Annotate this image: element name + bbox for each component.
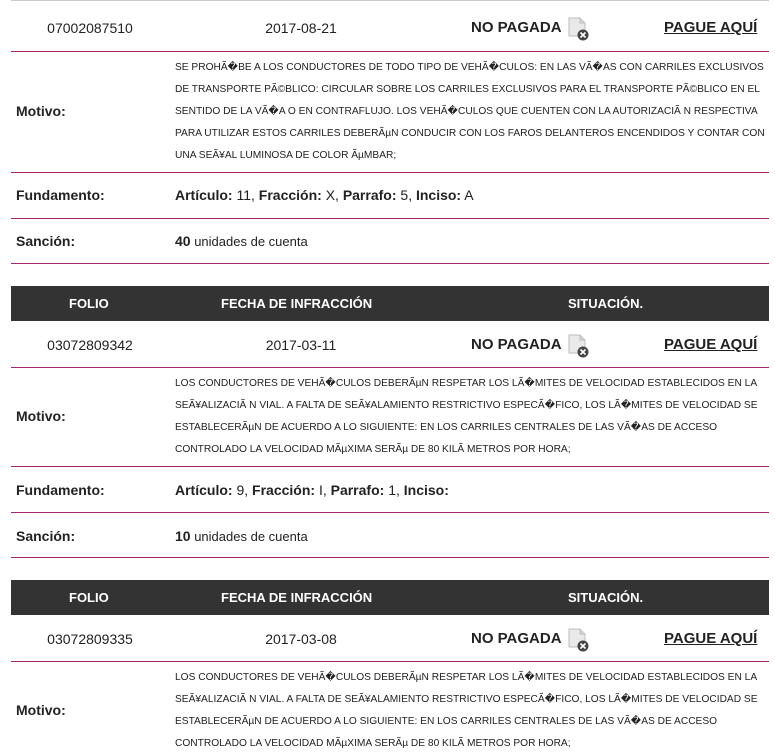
- right-edge: [769, 0, 775, 755]
- folio-value: 03072809335: [47, 631, 133, 647]
- infraction-summary-row: [11, 615, 775, 662]
- row-divider: [11, 172, 775, 173]
- articulo-value: 11: [236, 187, 251, 203]
- inciso-label: Inciso:: [415, 187, 462, 203]
- sancion-value: [175, 528, 308, 544]
- header-folio: FOLIO: [69, 296, 109, 311]
- sancion-value: [175, 233, 308, 249]
- row-divider: [11, 661, 775, 662]
- folio-value: 03072809342: [47, 337, 133, 353]
- document-cancel-icon: [568, 334, 590, 358]
- row-divider: [11, 218, 775, 219]
- motivo-text: LOS CONDUCTORES DE VEHÃ�CULOS DEBERÃµN RESPETAR LOS LÃ�MITES DE VELOCIDAD ESTABLECIDOS EN LA SEÃ¥ALIZACIÃ N VIAL. A FALTA DE SEÃ¥ALAMIENTO RESTRICTIVO ESPECÃ�FICO, LOS LÃ�MITES DE VELOCIDAD SE ESTABLECERÃµN DE ACUERDO A LO SIGUIENTE: EN LOS CARRILES CENTRALES DE LAS VÃ�AS DE ACCESO CONTROLADO LA VELOCIDAD MÃµXIMA SERÃµ DE 80 KILÃ METROS POR HORA;: [175, 672, 758, 749]
- row-divider: [11, 367, 775, 368]
- table-header: [11, 286, 771, 321]
- fraccion-value: I: [318, 482, 323, 498]
- row-divider: [11, 512, 775, 513]
- infraction-summary-row: [11, 0, 775, 51]
- parrafo-value: 5: [400, 187, 409, 203]
- fraccion-label: Fracción:: [252, 482, 316, 498]
- parrafo-label: Parrafo:: [342, 187, 397, 203]
- row-divider: [11, 557, 775, 558]
- infraction-date: 2017-03-08: [265, 631, 337, 647]
- row-divider: [11, 263, 775, 264]
- row-divider: [11, 466, 775, 467]
- header-fecha: FECHA DE INFRACCIÓN: [221, 296, 373, 311]
- pay-here-link[interactable]: PAGUE AQUÍ: [664, 336, 758, 353]
- fraccion-label: Fracción:: [258, 187, 322, 203]
- header-fecha: FECHA DE INFRACCIÓN: [221, 590, 373, 605]
- fundamento-label: Fundamento:: [16, 482, 105, 498]
- parrafo-value: 1: [388, 482, 396, 498]
- infraction-summary-row: [11, 321, 775, 368]
- motivo-label: Motivo:: [16, 103, 66, 119]
- infraction-date: 2017-08-21: [265, 20, 337, 36]
- inciso-value: A: [464, 187, 474, 203]
- motivo-text: LOS CONDUCTORES DE VEHÃ�CULOS DEBERÃµN RESPETAR LOS LÃ�MITES DE VELOCIDAD ESTABLECIDOS EN LA SEÃ¥ALIZACIÃ N VIAL. A FALTA DE SEÃ¥ALAMIENTO RESTRICTIVO ESPECÃ�FICO, LOS LÃ�MITES DE VELOCIDAD SE ESTABLECERÃµN DE ACUERDO A LO SIGUIENTE: EN LOS CARRILES CENTRALES DE LAS VÃ�AS DE ACCESO CONTROLADO LA VELOCIDAD MÃµXIMA SERÃµ DE 80 KILÃ METROS POR HORA;: [175, 378, 758, 455]
- sancion-amount: 10: [175, 528, 191, 544]
- table-header: [11, 580, 771, 615]
- folio-value: 07002087510: [47, 20, 133, 36]
- pay-here-link[interactable]: PAGUE AQUÍ: [664, 630, 758, 647]
- sancion-unit: unidades de cuenta: [194, 234, 308, 249]
- inciso-label: Inciso:: [403, 482, 449, 498]
- motivo-label: Motivo:: [16, 702, 66, 718]
- motivo-label: Motivo:: [16, 408, 66, 424]
- sancion-amount: 40: [175, 233, 191, 249]
- fundamento-value: Artículo: 11, Fracción: X, Parrafo: 5, Inciso: A: [175, 187, 474, 203]
- document-cancel-icon: [568, 17, 590, 41]
- document-cancel-icon: [568, 628, 590, 652]
- header-folio: FOLIO: [69, 590, 109, 605]
- fundamento-label: Fundamento:: [16, 187, 105, 203]
- sancion-unit: unidades de cuenta: [194, 529, 308, 544]
- parrafo-label: Parrafo:: [330, 482, 385, 498]
- pay-here-link[interactable]: PAGUE AQUÍ: [664, 19, 758, 36]
- articulo-value: 9: [236, 482, 245, 498]
- fraccion-value: X: [325, 187, 336, 203]
- status-text: NO PAGADA: [471, 630, 562, 647]
- sancion-label: Sanción:: [16, 528, 76, 544]
- status-text: NO PAGADA: [471, 19, 562, 36]
- row-divider: [11, 51, 775, 52]
- sancion-label: Sanción:: [16, 233, 76, 249]
- infraction-date: 2017-03-11: [265, 337, 337, 353]
- status-text: NO PAGADA: [471, 336, 562, 353]
- articulo-label: Artículo:: [175, 482, 233, 498]
- header-situacion: SITUACIÓN.: [568, 590, 644, 605]
- fundamento-value: Artículo: 9, Fracción: I, Parrafo: 1, Inciso:: [175, 482, 449, 498]
- motivo-text: SE PROHÃ�BE A LOS CONDUCTORES DE TODO TIPO DE VEHÃ�CULOS: EN LAS VÃ�AS CON CARRILES EXCLUSIVOS DE TRANSPORTE PÃ©BLICO: CIRCULAR SOBRE LOS CARRILES EXCLUSIVOS PARA EL TRANSPORTE PÃ©BLICO EN EL SENTIDO DE LA VÃ�A O EN CONTRAFLUJO. LOS VEHÃ�CULOS QUE CUENTEN CON LA AUTORIZACIÃ N RESPECTIVA PARA UTILIZAR ESTOS CARRILES DEBERÃµN CONDUCIR CON LOS FAROS DELANTEROS ENCENDIDOS Y CONTAR CON UNA SEÃ¥AL LUMINOSA DE COLOR ÃµMBAR;: [175, 62, 765, 161]
- articulo-label: Artículo:: [175, 187, 233, 203]
- header-situacion: SITUACIÓN.: [568, 296, 644, 311]
